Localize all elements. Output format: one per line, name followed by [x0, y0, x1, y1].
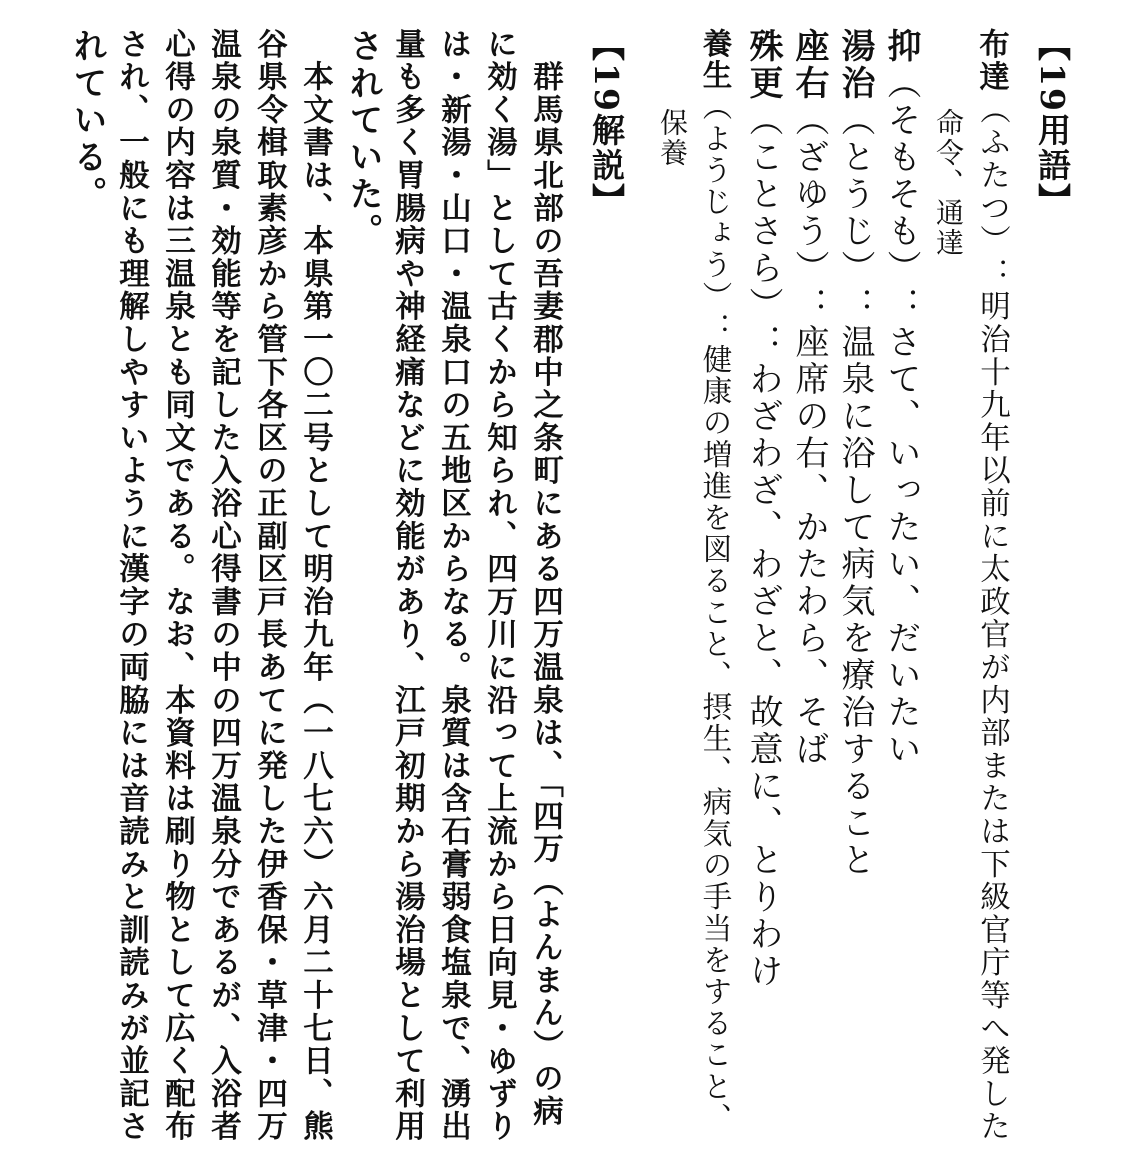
glossary-entry-youjou-continuation: 保養: [656, 108, 689, 168]
glossary-term: 抑: [881, 28, 921, 65]
glossary-reading: （ふたつ）: [974, 93, 1010, 258]
commentary-line: れている。: [67, 28, 107, 213]
commentary-line: に効く湯」として古くから知られ、四万川に沿って上流から日向見・ゆずり: [481, 28, 518, 1144]
glossary-term: 布達: [973, 28, 1010, 94]
glossary-entry-kotosara: [743, 28, 783, 990]
glossary-reading: （そもそも）: [881, 65, 921, 287]
commentary-line: 群馬県北部の吾妻郡中之条町にある四万温泉は、「四万（よんまん）の病: [527, 28, 564, 1128]
glossary-entry-somosomo: [881, 28, 921, 768]
commentary-line: 温泉の泉質・効能等を記した入浴心得書の中の四万温泉分であるが、入浴者: [205, 28, 242, 1144]
commentary-line: され、一般にも理解しやすいように漢字の両脇には音読みと訓読みが並記さ: [113, 28, 150, 1144]
commentary-line: されていた。: [343, 28, 383, 250]
glossary-definition: ：明治十九年以前に太政官が内部または下級官庁等へ発した: [974, 257, 1010, 1144]
glossary-definition: ：わざわざ、わざと、故意に、とりわけ: [743, 324, 783, 990]
commentary-line: は・新湯・山口・温泉口の五地区からなる。泉質は含石膏弱食塩泉で、湧出: [435, 28, 472, 1144]
glossary-entry-zayuu: [789, 28, 829, 768]
glossary-entry-youjou: [698, 28, 734, 1135]
glossary-reading: （ざゆう）: [789, 102, 829, 287]
glossary-heading: 【19用語】: [1033, 28, 1072, 218]
commentary-line: 心得の内容は三温泉とも同文である。なお、本資料は刷り物として広く配布: [159, 28, 196, 1144]
glossary-term: 座右: [789, 28, 829, 102]
glossary-entry-futatsu: [973, 28, 1010, 1144]
glossary-reading: （ことさら）: [743, 102, 783, 324]
glossary-definition: ：座席の右、かたわら、そば: [789, 287, 829, 768]
glossary-reading: （ようじょう）: [698, 91, 733, 313]
glossary-term: 殊更: [743, 28, 783, 102]
glossary-entry-touji: [835, 28, 875, 879]
glossary-definition: ：温泉に浴して病気を療治すること: [835, 287, 875, 879]
glossary-entry-futatsu-continuation: 命令、通達: [932, 108, 965, 258]
commentary-line: 量も多く胃腸病や神経痛などに効能があり、江戸初期から湯治場として利用: [389, 28, 426, 1144]
commentary-line: 本文書は、本県第一〇二号として明治九年（一八七六）六月二十七日、熊: [297, 28, 334, 1144]
commentary-heading: 【19解説】: [587, 28, 626, 218]
glossary-definition: ：健康の増進を図ること、摂生、病気の手当をすること、: [698, 312, 733, 1135]
glossary-term: 湯治: [835, 28, 875, 102]
glossary-term: 養生: [698, 28, 734, 92]
glossary-reading: （とうじ）: [835, 102, 875, 287]
commentary-line: 谷県令楫取素彦から管下各区の正副区戸長あてに発した伊香保・草津・四万: [251, 28, 288, 1144]
glossary-definition: ：さて、いったい、だいたい: [881, 287, 921, 768]
